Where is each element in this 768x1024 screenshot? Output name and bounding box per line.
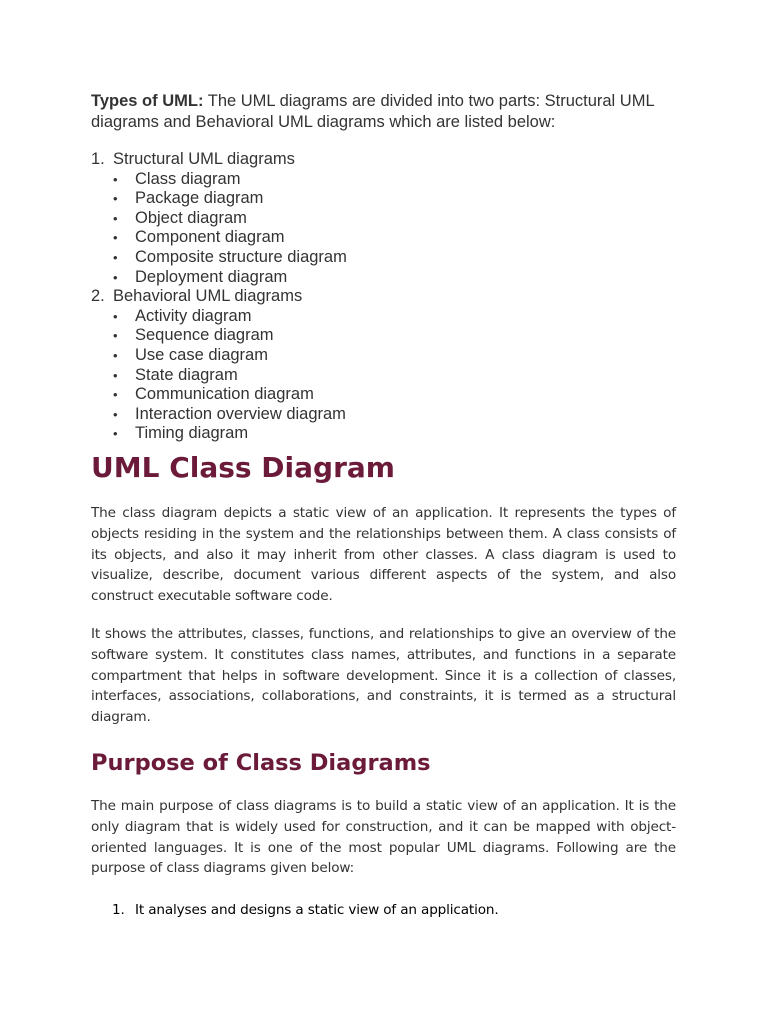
list-item-text: Interaction overview diagram (135, 404, 346, 423)
list-item (113, 385, 681, 405)
list-item-text: Timing diagram (135, 424, 249, 443)
uml-types-list (91, 150, 681, 444)
list-item-text: Component diagram (135, 228, 285, 247)
behavioral-types-item (91, 287, 681, 444)
bullet-icon: • (113, 328, 118, 344)
list-item-text: Composite structure diagram (135, 247, 347, 266)
list-item (113, 366, 681, 386)
list-item (113, 268, 681, 288)
bullet-icon: • (113, 171, 118, 187)
list-item-text: Deployment diagram (135, 267, 288, 286)
list-item (112, 900, 672, 921)
list-item-text: Sequence diagram (135, 326, 274, 345)
bullet-icon: • (113, 230, 118, 246)
structural-types-item (91, 150, 681, 287)
list-item-text: Class diagram (135, 169, 241, 188)
list-number: 2. (91, 287, 105, 306)
purpose-list (112, 900, 672, 921)
bullet-icon: • (113, 269, 118, 285)
structural-diagrams-list (91, 170, 681, 288)
bullet-icon: • (113, 426, 118, 442)
list-number: 1. (91, 150, 105, 168)
list-item (113, 307, 681, 327)
bullet-icon: • (113, 367, 118, 383)
bullet-icon: • (113, 406, 118, 422)
list-item (113, 209, 681, 229)
list-item-text: It analyses and designs a static view of an application. (135, 902, 499, 918)
bullet-icon: • (113, 308, 118, 324)
list-item (113, 170, 681, 190)
list-item-text: Object diagram (135, 208, 247, 227)
list-item (113, 405, 681, 425)
list-item (113, 189, 681, 209)
structural-types-label: Structural UML diagrams (113, 150, 295, 168)
list-item (113, 326, 681, 346)
bullet-icon: • (113, 210, 118, 226)
behavioral-types-label: Behavioral UML diagrams (113, 287, 303, 306)
list-item-text: State diagram (135, 365, 238, 384)
bullet-icon: • (113, 249, 118, 265)
class-diagram-paragraph-2: It shows the attributes, classes, functions, and relationships to give an overview of the software system. It constitutes class names, attributes, and functions in a separate compartment that helps in software development. Since it is a collection of classes, interfaces, associations, collaborations, and constraints, it is termed as a structural diagram. (91, 626, 676, 726)
behavioral-diagrams-list (91, 307, 681, 444)
bullet-icon: • (113, 347, 118, 363)
purpose-paragraph: The main purpose of class diagrams is to build a static view of an application. It is the only diagram that is widely used for construction, and it can be mapped with object-oriented languages. It is one of the most popular UML diagrams. Following are the purpose of class diagrams given below: (91, 798, 676, 877)
list-item (113, 346, 681, 366)
bullet-icon: • (113, 191, 118, 207)
types-intro-label: Types of UML: (91, 92, 204, 110)
uml-class-diagram-heading: UML Class Diagram (91, 451, 395, 484)
list-number: 1. (112, 902, 125, 918)
bullet-icon: • (113, 387, 118, 403)
list-item-text: Use case diagram (135, 345, 268, 364)
list-item-text: Communication diagram (135, 385, 314, 404)
list-item-text: Package diagram (135, 189, 264, 208)
list-item (113, 248, 681, 268)
class-diagram-paragraph-1: The class diagram depicts a static view of an application. It represents the types of objects residing in the system and the relationships between them. A class consists of its objects, and also it may inherit from other classes. A class diagram is used to visualize, describe, document various different aspects of the system, and also construct executable software code. (91, 505, 676, 605)
list-item-text: Activity diagram (135, 306, 252, 325)
types-intro (91, 91, 681, 133)
list-item (113, 424, 681, 444)
purpose-heading: Purpose of Class Diagrams (91, 750, 431, 776)
list-item (113, 228, 681, 248)
types-intro-text: The UML diagrams are divided into two parts: Structural UML diagrams and Behavioral UML diagrams which are listed below: (91, 92, 655, 131)
